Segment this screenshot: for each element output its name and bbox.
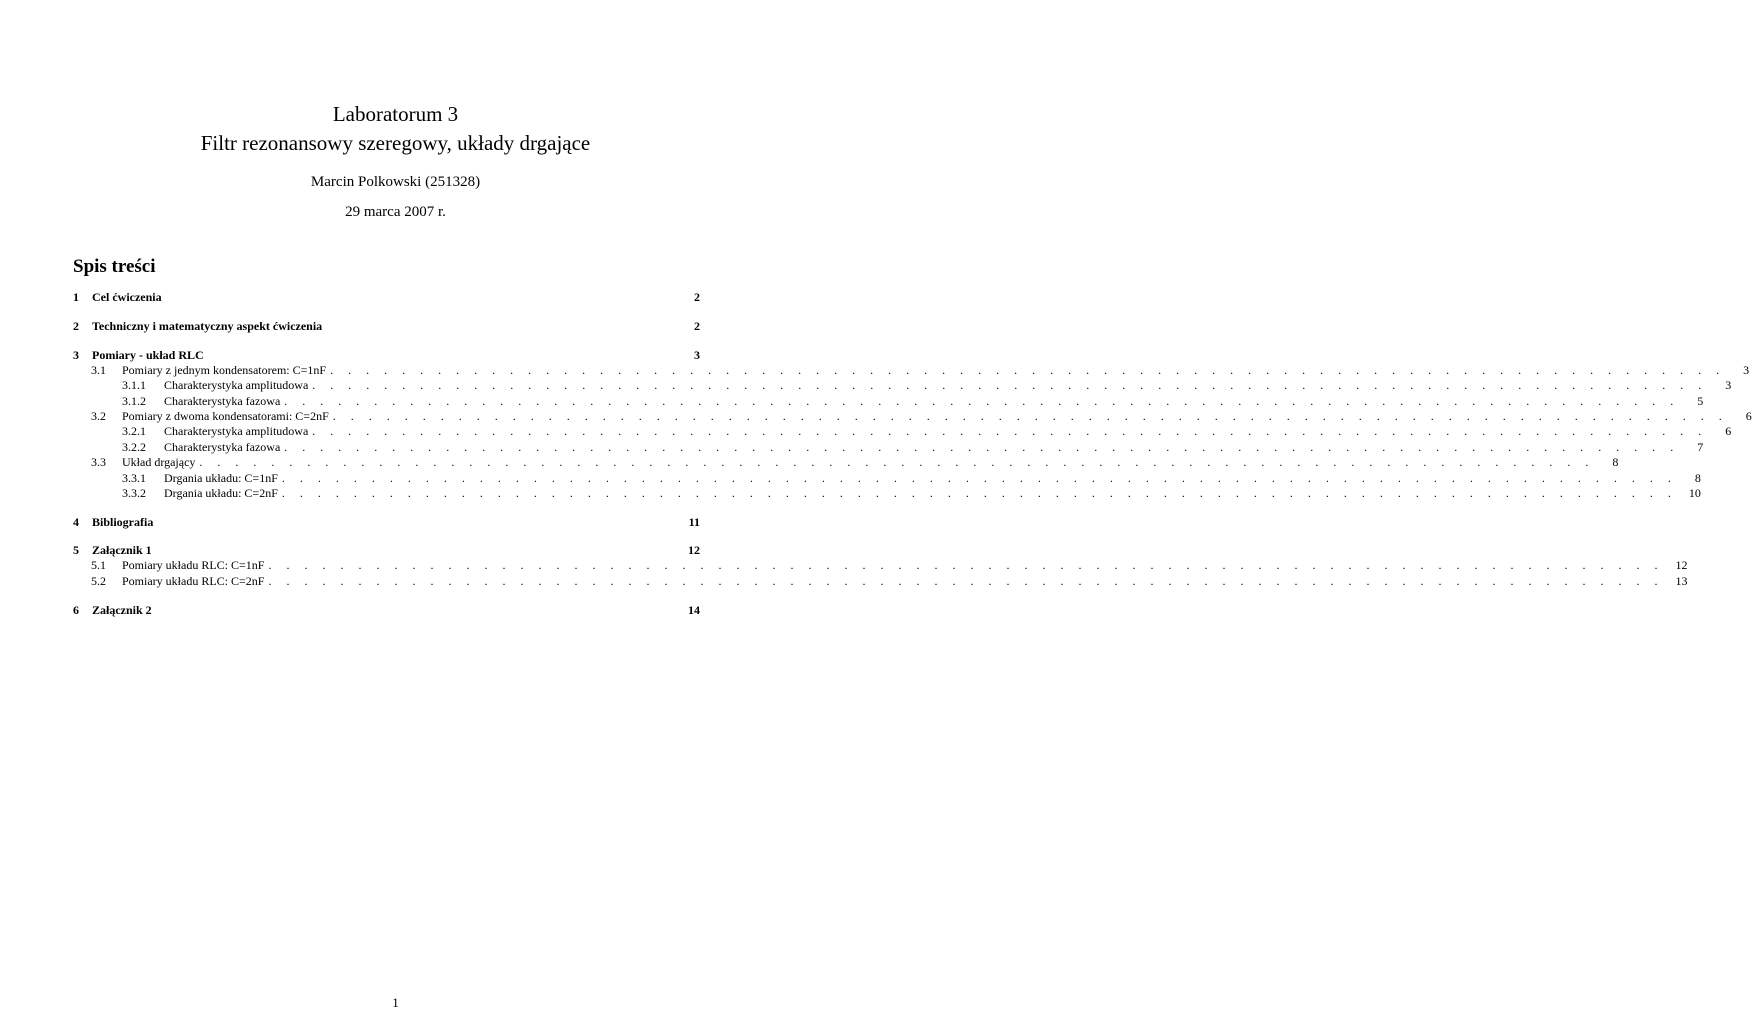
toc-section-3[interactable]	[73, 348, 700, 363]
toc-entry-number: 3.3.2	[122, 486, 146, 500]
toc-subsection-3-1-2[interactable]	[73, 394, 1704, 409]
toc-section-number: 5	[73, 543, 79, 557]
toc-entry-page: 5	[1697, 394, 1704, 408]
toc-entry-number: 3.3	[91, 455, 106, 469]
document-title: Laboratorum 3	[332, 102, 459, 126]
toc-entry-page: 6	[1745, 409, 1752, 423]
document-subtitle: Filtr rezonansowy szeregowy, układy drgające	[200, 131, 591, 155]
toc-entry-page: 13	[1675, 574, 1688, 588]
toc-entry-title: Pomiary układu RLC: C=2nF	[122, 574, 265, 588]
toc-leader: . . . . . . . . . . . . . . . . . . . . . . . . . . . . . . . . . . . . . . . . . . . . . . . . . . . . . . . . . . . . . . . . . . . . . . . . . . . . . .	[281, 486, 1677, 500]
toc-section-2[interactable]	[73, 319, 700, 334]
toc-entry-number: 3.1	[91, 363, 106, 377]
toc-leader: . . . . . . . . . . . . . . . . . . . . . . . . . . . . . . . . . . . . . . . . . . . . . . . . . . . . . . . . . . . . . . . . . . . . . . . . . . . . . .	[312, 424, 1708, 438]
toc-entry-page: 6	[1725, 424, 1732, 438]
toc-entry-page: 3	[1725, 378, 1732, 392]
toc-section-number: 6	[73, 603, 79, 617]
toc-section-number: 1	[73, 290, 79, 304]
toc-section-title: Bibliografia	[92, 515, 154, 529]
toc-leader: . . . . . . . . . . . . . . . . . . . . . . . . . . . . . . . . . . . . . . . . . . . . . . . . . . . . . . . . . . . . . . . . . . . . . . . . . . . . . .	[284, 394, 1680, 408]
toc-section-page: 2	[694, 319, 700, 333]
toc-section-page: 12	[688, 543, 700, 557]
toc-entry-page: 3	[1743, 363, 1750, 377]
toc-section-title: Techniczny i matematyczny aspekt ćwiczenia	[92, 319, 323, 333]
toc-section-4[interactable]	[73, 515, 700, 530]
toc-subsection-3-3[interactable]	[73, 455, 1619, 470]
toc-subsection-3-3-2[interactable]	[73, 486, 1701, 501]
toc-entry-number: 3.2.2	[122, 440, 146, 454]
toc-subsection-3-2-1[interactable]	[73, 424, 1732, 439]
toc-section-title: Cel ćwiczenia	[92, 290, 162, 304]
toc-leader: . . . . . . . . . . . . . . . . . . . . . . . . . . . . . . . . . . . . . . . . . . . . . . . . . . . . . . . . . . . . . . . . . . . . . . . . . . . . . .	[332, 409, 1728, 423]
toc-entry-number: 3.1.1	[122, 378, 146, 392]
toc-entry-title: Układ drgający	[122, 455, 196, 469]
toc-entry-page: 12	[1675, 558, 1688, 572]
toc-section-title: Załącznik 2	[92, 603, 152, 617]
toc-section-5[interactable]	[73, 543, 700, 558]
toc-subsection-3-3-1[interactable]	[73, 471, 1701, 486]
toc-entry-page: 7	[1697, 440, 1704, 454]
toc-section-title: Pomiary - układ RLC	[92, 348, 204, 362]
toc-subsection-3-1[interactable]	[73, 363, 1750, 378]
toc-entry-title: Charakterystyka fazowa	[164, 440, 281, 454]
toc-entry-title: Pomiary z jednym kondensatorem: C=1nF	[122, 363, 327, 377]
toc-entry-title: Drgania układu: C=1nF	[164, 471, 278, 485]
toc-entry-title: Charakterystyka amplitudowa	[164, 424, 309, 438]
toc-leader: . . . . . . . . . . . . . . . . . . . . . . . . . . . . . . . . . . . . . . . . . . . . . . . . . . . . . . . . . . . . . . . . . . . . . . . . . . . . . .	[330, 363, 1726, 377]
toc-section-page: 11	[688, 515, 700, 529]
toc-entry-title: Drgania układu: C=2nF	[164, 486, 278, 500]
toc-leader: . . . . . . . . . . . . . . . . . . . . . . . . . . . . . . . . . . . . . . . . . . . . . . . . . . . . . . . . . . . . . . . . . . . . . . . . . . . . . .	[199, 455, 1595, 469]
page-number: 1	[392, 995, 399, 1010]
toc-section-page: 3	[694, 348, 700, 362]
toc-entry-page: 10	[1688, 486, 1701, 500]
toc-heading: Spis treści	[73, 256, 156, 277]
toc-entry-number: 5.2	[91, 574, 106, 588]
toc-entry-page: 8	[1612, 455, 1619, 469]
toc-subsection-5-2[interactable]	[73, 574, 1688, 589]
toc-section-6[interactable]	[73, 603, 700, 618]
author: Marcin Polkowski (251328)	[310, 174, 481, 190]
toc-subsection-3-2-2[interactable]	[73, 440, 1704, 455]
toc-section-page: 14	[688, 603, 700, 617]
toc-subsection-3-1-1[interactable]	[73, 378, 1732, 393]
toc-section-number: 4	[73, 515, 79, 529]
toc-entry-number: 3.1.2	[122, 394, 146, 408]
toc-section-number: 2	[73, 319, 79, 333]
toc-section-title: Załącznik 1	[92, 543, 152, 557]
toc-subsection-3-2[interactable]	[73, 409, 1752, 424]
toc-entry-number: 3.2	[91, 409, 106, 423]
toc-entry-title: Charakterystyka amplitudowa	[164, 378, 309, 392]
toc-section-1[interactable]	[73, 290, 700, 305]
toc-section-number: 3	[73, 348, 79, 362]
toc-subsection-5-1[interactable]	[73, 558, 1688, 573]
toc-entry-number: 5.1	[91, 558, 106, 572]
toc-entry-title: Charakterystyka fazowa	[164, 394, 281, 408]
toc-leader: . . . . . . . . . . . . . . . . . . . . . . . . . . . . . . . . . . . . . . . . . . . . . . . . . . . . . . . . . . . . . . . . . . . . . . . . . . . . . .	[268, 574, 1664, 588]
toc-entry-title: Pomiary z dwoma kondensatorami: C=2nF	[122, 409, 329, 423]
toc-leader: . . . . . . . . . . . . . . . . . . . . . . . . . . . . . . . . . . . . . . . . . . . . . . . . . . . . . . . . . . . . . . . . . . . . . . . . . . . . . .	[268, 558, 1664, 572]
toc-leader: . . . . . . . . . . . . . . . . . . . . . . . . . . . . . . . . . . . . . . . . . . . . . . . . . . . . . . . . . . . . . . . . . . . . . . . . . . . . . .	[284, 440, 1680, 454]
toc-leader: . . . . . . . . . . . . . . . . . . . . . . . . . . . . . . . . . . . . . . . . . . . . . . . . . . . . . . . . . . . . . . . . . . . . . . . . . . . . . .	[281, 471, 1677, 485]
toc-section-page: 2	[694, 290, 700, 304]
toc-entry-number: 3.3.1	[122, 471, 146, 485]
toc-entry-page: 8	[1694, 471, 1701, 485]
toc-leader: . . . . . . . . . . . . . . . . . . . . . . . . . . . . . . . . . . . . . . . . . . . . . . . . . . . . . . . . . . . . . . . . . . . . . . . . . . . . . .	[312, 378, 1708, 392]
date: 29 marca 2007 r.	[345, 204, 446, 220]
toc-entry-number: 3.2.1	[122, 424, 146, 438]
toc-entry-title: Pomiary układu RLC: C=1nF	[122, 558, 265, 572]
